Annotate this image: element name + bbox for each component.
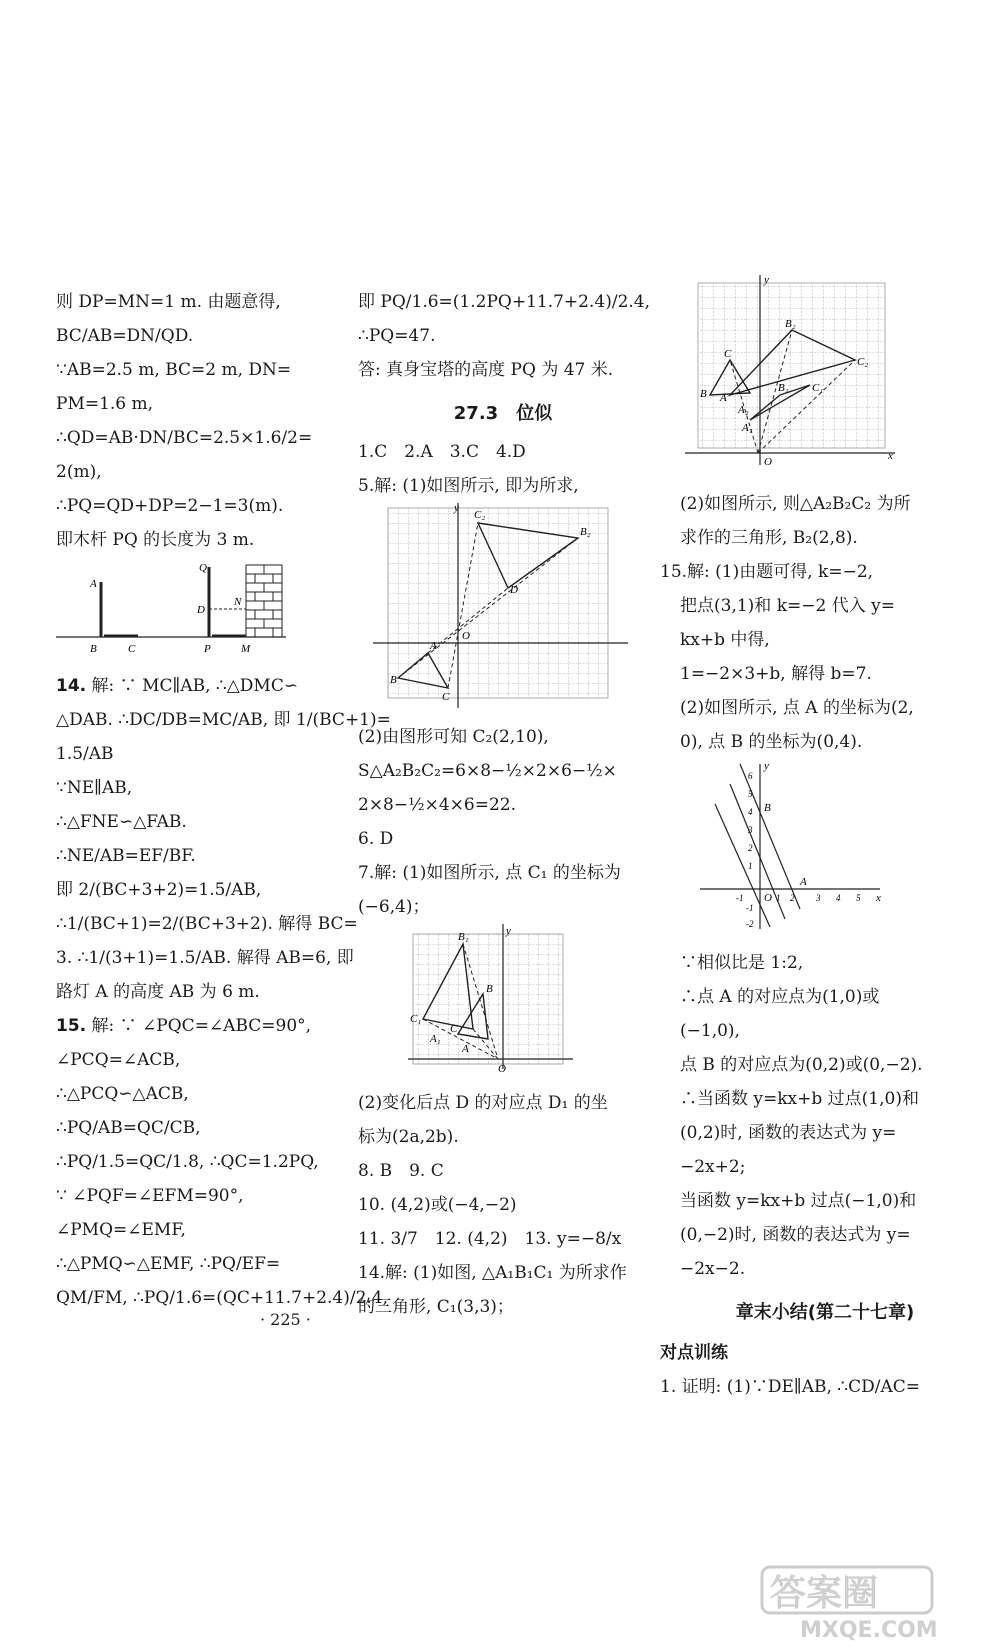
text-line: (−6,4)； — [358, 897, 430, 917]
fig-label: C — [442, 691, 450, 703]
text-line: 求作的三角形, B₂(2,8). — [680, 528, 858, 548]
fig-label: y — [454, 503, 459, 514]
text-line: 1. 证明: (1)∵DE∥AB, ∴CD/AC= — [660, 1377, 921, 1397]
text-line: ∴QD=AB·DN/BC=2.5×1.6/2= — [56, 428, 313, 448]
fig-label: C₂ — [857, 356, 869, 368]
text-line: 的三角形, C₁(3,3)； — [358, 1297, 514, 1317]
text-line: 点 B 的对应点为(0,2)或(0,−2). — [680, 1055, 923, 1075]
text-line: 14.解: (1)如图, △A₁B₁C₁ 为所求作 — [358, 1263, 627, 1283]
text-line: 当函数 y=kx+b 过点(−1,0)和 — [680, 1191, 917, 1211]
text-line: 即木杆 PQ 的长度为 3 m. — [56, 530, 255, 550]
text-line: kx+b 中得, — [680, 630, 770, 650]
text-line: (−1,0), — [680, 1021, 740, 1041]
tick-label: 1 — [748, 861, 753, 871]
tick-label: 2 — [790, 893, 795, 903]
text-line: ∵ ∠PQF=∠EFM=90°, — [56, 1186, 244, 1206]
tick-label: 3 — [748, 825, 753, 835]
text-line: 解: ∵ ∠PQC=∠ABC=90°, — [91, 1016, 312, 1036]
fig-label: B — [90, 643, 97, 655]
fig-label: C₁ — [812, 382, 824, 394]
text-line: QM/FM, ∴PQ/1.6=(QC+11.7+2.4)/2.4, — [56, 1288, 389, 1308]
text-line: (2)如图所示, 则△A₂B₂C₂ 为所 — [680, 494, 911, 514]
fig-label: O — [764, 892, 772, 904]
text-line: ∴PQ=47. — [358, 326, 436, 346]
fig-label: C₂ — [474, 509, 486, 521]
text-line: 5.解: (1)如图所示, 即为所求, — [358, 476, 579, 496]
tick-label: 6 — [748, 771, 753, 781]
fig-label: B — [486, 983, 493, 995]
figure-q14-grid — [680, 275, 970, 475]
fig-label: y — [506, 925, 511, 937]
watermark-text: 答案圈 — [770, 1573, 879, 1614]
text-line: 2×8−½×4×6=22. — [358, 795, 516, 815]
fig-label: N — [234, 596, 242, 608]
text-line: ∴1/(BC+1)=2/(BC+3+2). 解得 BC= — [56, 914, 358, 934]
text-line: 即 PQ/1.6=(1.2PQ+11.7+2.4)/2.4, — [358, 292, 651, 312]
text-line: BC/AB=DN/QD. — [56, 326, 194, 346]
text-line: ∴△PMQ∽△EMF, ∴PQ/EF= — [56, 1254, 281, 1274]
figure-q5-grid — [358, 503, 648, 708]
text-line: 15.解: (1)由题可得, k=−2, — [660, 562, 874, 582]
fig-label: A — [800, 876, 807, 888]
page-number: · 225 · — [260, 1310, 311, 1329]
fig-label: A — [430, 640, 437, 652]
text-line: ∴PQ=QD+DP=2−1=3(m). — [56, 496, 284, 516]
text-line: S△A₂B₂C₂=6×8−½×2×6−½× — [358, 761, 617, 781]
text-line: 路灯 A 的高度 AB 为 6 m. — [56, 982, 260, 1002]
figure-pole-wall — [56, 557, 346, 657]
text-line: 6. D — [358, 829, 394, 849]
text-line: 8. B 9. C — [358, 1161, 444, 1181]
fig-label: D — [510, 584, 518, 596]
figure-q7-grid — [358, 924, 648, 1074]
text-line: 答: 真身宝塔的高度 PQ 为 47 米. — [358, 360, 614, 380]
text-line: 7.解: (1)如图所示, 点 C₁ 的坐标为 — [358, 863, 621, 883]
text-line: ∴当函数 y=kx+b 过点(1,0)和 — [680, 1089, 919, 1109]
text-line: ∠PMQ=∠EMF, — [56, 1220, 186, 1240]
fig-label: Q — [199, 562, 207, 574]
tick-label: 3 — [816, 893, 821, 903]
text-line: (2)由图形可知 C₂(2,10), — [358, 727, 549, 747]
text-line: (0,−2)时, 函数的表达式为 y= — [680, 1225, 911, 1245]
text-line: 3. ∴1/(3+1)=1.5/AB. 解得 AB=6, 即 — [56, 948, 354, 968]
tick-label: 5 — [856, 893, 861, 903]
tick-label: 4 — [836, 893, 841, 903]
fig-label: A₂ — [738, 404, 749, 416]
text-line: 解: ∵ MC∥AB, ∴△DMC∽ — [91, 676, 299, 696]
column-right — [660, 275, 970, 1404]
text-line: −2x+2; — [680, 1157, 746, 1177]
fig-label: A₁ — [742, 422, 753, 434]
text-line: ∴△FNE∽△FAB. — [56, 812, 187, 832]
figure-q15-graph — [680, 759, 970, 934]
fig-label: B₁ — [778, 382, 789, 394]
fig-label: A — [720, 392, 727, 404]
fig-label: x — [876, 892, 881, 904]
fig-label: O — [764, 456, 772, 468]
section-heading: 章末小结(第二十七章) — [735, 1302, 915, 1323]
fig-label: A₁ — [430, 1033, 441, 1045]
subsection-heading: 对点训练 — [660, 1343, 728, 1363]
text-line: 2(m), — [56, 462, 102, 482]
text-line: (2)变化后点 D 的对应点 D₁ 的坐 — [358, 1093, 608, 1113]
text-line: 把点(3,1)和 k=−2 代入 y= — [680, 596, 895, 616]
fig-label: y — [764, 275, 769, 286]
text-line: ∵NE∥AB, — [56, 778, 133, 798]
text-line: 0), 点 B 的坐标为(0,4). — [680, 732, 863, 752]
text-line: 则 DP=MN=1 m. 由题意得, — [56, 292, 281, 312]
problem-number: 15. — [56, 1016, 87, 1036]
text-line: PM=1.6 m, — [56, 394, 154, 414]
tick-label: 1 — [776, 893, 781, 903]
fig-label: B₁ — [458, 931, 469, 943]
fig-label: B — [390, 674, 397, 686]
text-line: ∴PQ/1.5=QC/1.8, ∴QC=1.2PQ, — [56, 1152, 319, 1172]
fig-label: D — [197, 604, 205, 616]
fig-label: C — [724, 348, 732, 360]
fig-label: O — [498, 1063, 506, 1074]
problem-number: 14. — [56, 676, 87, 696]
tick-label: -2 — [746, 919, 754, 929]
column-middle — [358, 285, 651, 1324]
watermark-url: MXQE.COM — [800, 1618, 938, 1643]
tick-label: 2 — [748, 843, 753, 853]
text-line: 1.C 2.A 3.C 4.D — [358, 442, 526, 462]
fig-label: P — [204, 643, 211, 655]
fig-label: O — [462, 630, 470, 642]
fig-label: y — [764, 760, 769, 772]
text-line: △DAB. ∴DC/DB=MC/AB, 即 1/(BC+1)= — [56, 710, 391, 730]
section-heading: 27.3 位似 — [453, 403, 553, 424]
tick-label: -1 — [736, 893, 744, 903]
text-line: (2)如图所示, 点 A 的坐标为(2, — [680, 698, 914, 718]
text-line: 标为(2a,2b). — [358, 1127, 459, 1147]
text-line: 10. (4,2)或(−4,−2) — [358, 1195, 517, 1215]
text-line: 即 2/(BC+3+2)=1.5/AB, — [56, 880, 262, 900]
fig-label: M — [241, 643, 251, 655]
fig-label: C — [128, 643, 136, 655]
text-line: ∴点 A 的对应点为(1,0)或 — [680, 987, 880, 1007]
fig-label: x — [888, 450, 893, 462]
text-line: 1.5/AB — [56, 744, 114, 764]
fig-label: B₂ — [785, 318, 796, 330]
tick-label: 4 — [748, 807, 753, 817]
text-line: −2x−2. — [680, 1259, 746, 1279]
text-line: ∠PCQ=∠ACB, — [56, 1050, 181, 1070]
text-line: (0,2)时, 函数的表达式为 y= — [680, 1123, 897, 1143]
fig-label: A — [462, 1043, 469, 1055]
fig-label: C — [450, 1023, 458, 1035]
text-line: ∵相似比是 1:2, — [680, 953, 804, 973]
fig-label: B — [700, 388, 707, 400]
tick-label: 5 — [748, 789, 753, 799]
tick-label: -1 — [746, 903, 754, 913]
text-line: ∵AB=2.5 m, BC=2 m, DN= — [56, 360, 292, 380]
text-line: ∴PQ/AB=QC/CB, — [56, 1118, 201, 1138]
text-line: 11. 3/7 12. (4,2) 13. y=−8/x — [358, 1229, 622, 1249]
fig-label: B — [764, 802, 771, 814]
fig-label: C₁ — [410, 1013, 422, 1025]
fig-label: A — [90, 578, 97, 590]
text-line: 1=−2×3+b, 解得 b=7. — [680, 664, 872, 684]
fig-label: B₂ — [580, 526, 591, 538]
text-line: ∴△PCQ∽△ACB, — [56, 1084, 189, 1104]
text-line: ∴NE/AB=EF/BF. — [56, 846, 196, 866]
watermark-logo — [760, 1565, 980, 1643]
